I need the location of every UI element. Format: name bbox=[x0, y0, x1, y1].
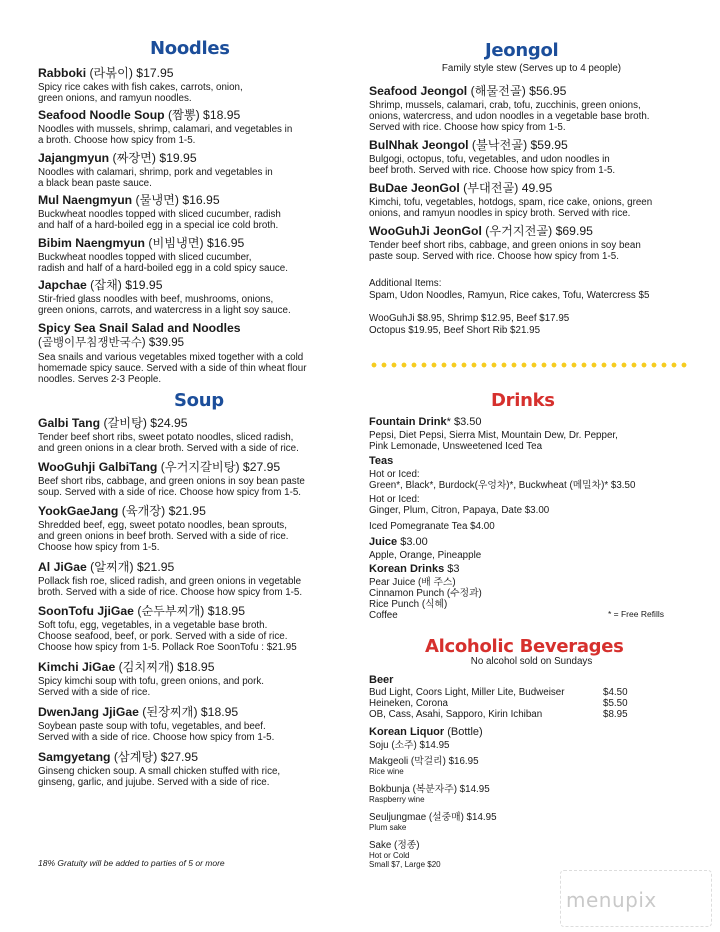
item-price: (김치찌개) $18.95 bbox=[115, 660, 215, 674]
item-desc: paste soup. Served with rice. Choose how spicy from 1-5. bbox=[369, 251, 619, 262]
beer-section bbox=[369, 674, 694, 720]
liquor-name: Seuljungmae (설중매) $14.95 bbox=[369, 812, 497, 823]
item-desc: Shrimp, mussels, calamari, crab, tofu, zucchinis, green onions, bbox=[369, 100, 641, 111]
jeongol-heading: Jeongol bbox=[485, 40, 559, 61]
drink-juice bbox=[369, 536, 694, 561]
soju: Soju (소주) $14.95 bbox=[369, 740, 450, 751]
menupix-watermark: menupix bbox=[566, 888, 657, 912]
item-desc: Soft tofu, egg, vegetables, in a vegetable base broth. bbox=[38, 620, 268, 631]
item-price: (알찌개) $21.95 bbox=[86, 560, 175, 574]
beer-names: Heineken, Corona bbox=[369, 698, 448, 709]
beer-price: $5.50 bbox=[603, 698, 628, 709]
item-name: Juice bbox=[369, 536, 398, 548]
additional-label: Additional Items: bbox=[369, 278, 442, 289]
menu-item bbox=[38, 416, 348, 454]
additional-list: Spam, Udon Noodles, Ramyun, Rice cakes, Tofu, Watercress $5 bbox=[369, 290, 650, 301]
menu-item bbox=[369, 181, 694, 219]
item-desc: Shredded beef, egg, sweet potato noodles, bean sprouts, bbox=[38, 520, 287, 531]
item-price: (해물전골) $56.95 bbox=[467, 84, 567, 98]
liquor-sub: Plum sake bbox=[369, 823, 407, 832]
beer-price: $4.50 bbox=[603, 687, 628, 698]
item-price: (순두부찌개) $18.95 bbox=[133, 604, 245, 618]
gratuity-note: 18% Gratuity will be added to parties of 5 or more bbox=[38, 858, 225, 868]
liquor-item bbox=[369, 840, 694, 869]
item-desc: Stir-fried glass noodles with beef, mushrooms, onions, bbox=[38, 294, 274, 305]
item-desc: Pollack fish roe, sliced radish, and green onions in vegetable bbox=[38, 576, 302, 587]
item-desc: Hot or Iced: bbox=[369, 494, 420, 505]
item-desc: green onions, carrots, and watercress in a light soy sauce. bbox=[38, 305, 291, 316]
menu-item bbox=[38, 151, 348, 189]
liquor-name: Sake (정종) bbox=[369, 840, 420, 851]
item-name: Seafood Jeongol bbox=[369, 84, 468, 98]
item-desc: Coffee bbox=[369, 610, 398, 621]
menu-item bbox=[369, 84, 694, 133]
menu-item bbox=[38, 660, 348, 698]
item-desc: a black bean paste sauce. bbox=[38, 178, 152, 189]
liquor-sub: Rice wine bbox=[369, 767, 404, 776]
item-desc: and half of a hard-boiled egg in a special ice cold broth. bbox=[38, 220, 279, 231]
menu-item bbox=[369, 224, 694, 262]
item-desc: and green onions in a clear broth. Served with a side of rice. bbox=[38, 443, 299, 454]
item-desc: Buckwheat noodles topped with sliced cucumber, radish bbox=[38, 209, 281, 220]
item-price: (골뱅이무침쟁반국수) $39.95 bbox=[38, 337, 185, 349]
beer-names: Bud Light, Coors Light, Miller Lite, Budweiser bbox=[369, 687, 565, 698]
item-name: Samgyetang bbox=[38, 750, 111, 764]
item-price: (삼계탕) $27.95 bbox=[110, 750, 198, 764]
item-desc: Pear Juice (배 주스) bbox=[369, 577, 456, 588]
item-desc: Served with a side of rice. bbox=[38, 687, 151, 698]
item-name: DwenJang JjiGae bbox=[38, 705, 139, 719]
item-price: (물냉면) $16.95 bbox=[132, 193, 220, 207]
menu-item bbox=[369, 138, 694, 176]
item-desc: radish and half of a hard-boiled egg in a cold spicy sauce. bbox=[38, 263, 288, 274]
beer-price: $8.95 bbox=[603, 709, 628, 720]
alcohol-subtitle: No alcohol sold on Sundays bbox=[470, 656, 593, 667]
item-desc: Tender beef short ribs, sweet potato noodles, sliced radish, bbox=[38, 432, 294, 443]
item-desc: Sea snails and various vegetables mixed together with a cold bbox=[38, 352, 304, 363]
menu-item bbox=[38, 66, 348, 104]
item-desc: Spicy kimchi soup with tofu, green onions, and pork. bbox=[38, 676, 264, 687]
item-name: Teas bbox=[369, 455, 394, 467]
item-desc: homemade spicy sauce. Served with a side of thin wheat flour bbox=[38, 363, 307, 374]
item-desc: Bulgogi, octopus, tofu, vegetables, and udon noodles in bbox=[369, 154, 610, 165]
liquor-item bbox=[369, 812, 694, 832]
item-name: WooGuhji GalbiTang bbox=[38, 460, 158, 474]
item-price: $3 bbox=[444, 563, 460, 575]
item-name: Korean Liquor bbox=[369, 726, 445, 738]
item-price: (된장찌개) $18.95 bbox=[138, 705, 239, 719]
menu-item bbox=[38, 278, 348, 316]
item-desc: Pepsi, Diet Pepsi, Sierra Mist, Mountain Dew, Dr. Pepper, bbox=[369, 430, 618, 441]
menu-item bbox=[38, 321, 348, 385]
item-name: Mul Naengmyun bbox=[38, 193, 133, 207]
item-price: $3.00 bbox=[397, 536, 428, 548]
menu-item bbox=[38, 604, 348, 653]
menu-item bbox=[38, 108, 348, 146]
additional-items bbox=[369, 278, 649, 302]
liquor-sub: Hot or Cold bbox=[369, 851, 410, 860]
item-price: * $3.50 bbox=[446, 416, 482, 428]
item-desc: soup. Served with a side of rice. Choose how spicy from 1-5. bbox=[38, 487, 302, 498]
liquor-item bbox=[369, 756, 694, 776]
iced-pomegranate: Iced Pomegranate Tea $4.00 bbox=[369, 521, 495, 532]
soup-heading: Soup bbox=[174, 390, 224, 411]
item-desc: ginseng, garlic, and jujube. Served with a side of rice. bbox=[38, 777, 270, 788]
item-price: (불낙전골) $59.95 bbox=[468, 138, 568, 152]
item-name: Bibim Naengmyun bbox=[38, 236, 145, 250]
item-name: Jajangmyun bbox=[38, 151, 110, 165]
item-name: Spicy Sea Snail Salad and Noodles bbox=[38, 321, 241, 335]
item-name: WooGuhJi JeonGol bbox=[369, 224, 482, 238]
menu-item bbox=[38, 460, 348, 498]
beer-row bbox=[369, 698, 694, 709]
drinks-heading: Drinks bbox=[491, 390, 555, 411]
item-desc: Hot or Iced: bbox=[369, 469, 420, 480]
item-name: Korean Drinks bbox=[369, 563, 445, 575]
item-desc: Apple, Orange, Pineapple bbox=[369, 550, 482, 561]
menu-item bbox=[38, 705, 348, 743]
item-name: Japchae bbox=[38, 278, 87, 292]
item-name: YookGaeJang bbox=[38, 504, 119, 518]
item-desc: a broth. Choose how spicy from 1-5. bbox=[38, 135, 196, 146]
item-desc: onions, watercress, and udon noodles in a vegetable base broth. bbox=[369, 111, 650, 122]
beer-title: Beer bbox=[369, 674, 394, 686]
alcohol-heading: Alcoholic Beverages bbox=[425, 636, 624, 657]
item-desc: broth. Served with a side of rice. Choose how spicy from 1-5. bbox=[38, 587, 303, 598]
menu-item bbox=[38, 750, 348, 788]
menu-item bbox=[38, 236, 348, 274]
item-desc: Noodles with mussels, shrimp, calamari, and vegetables in bbox=[38, 124, 293, 135]
item-desc: Kimchi, tofu, vegetables, hotdogs, spam, rice cake, onions, green bbox=[369, 197, 653, 208]
liquor-name: Makgeoli (막걸리) $16.95 bbox=[369, 756, 479, 767]
item-price: (비빔냉면) $16.95 bbox=[145, 236, 245, 250]
item-desc: Choose seafood, beef, or pork. Served with a side of rice. bbox=[38, 631, 288, 642]
item-desc: onions, and ramyun noodles in spicy broth. Served with rice. bbox=[369, 208, 631, 219]
noodles-heading: Noodles bbox=[150, 38, 230, 59]
item-desc: Rice Punch (식혜) bbox=[369, 599, 448, 610]
item-desc: Choose how spicy from 1-5. Pollack Roe SoonTofu : $21.95 bbox=[38, 642, 297, 653]
item-price: (우거지갈비탕) $27.95 bbox=[157, 460, 281, 474]
item-desc: green onions, and ramyun noodles. bbox=[38, 93, 192, 104]
free-refills-note: * = Free Refills bbox=[608, 609, 664, 619]
item-price: (Bottle) bbox=[444, 726, 483, 738]
item-price: (짜장면) $19.95 bbox=[109, 151, 197, 165]
liquor-name: Bokbunja (복분자주) $14.95 bbox=[369, 784, 490, 795]
item-name: Kimchi JiGae bbox=[38, 660, 116, 674]
item-desc: Soybean paste soup with tofu, vegetables, and beef. bbox=[38, 721, 266, 732]
extras-line: Octopus $19.95, Beef Short Rib $21.95 bbox=[369, 325, 541, 336]
beer-names: OB, Cass, Asahi, Sapporo, Kirin Ichiban bbox=[369, 709, 543, 720]
menu-item bbox=[38, 560, 348, 598]
item-name: BulNhak Jeongol bbox=[369, 138, 469, 152]
beer-row bbox=[369, 687, 694, 698]
dotted-divider bbox=[369, 362, 689, 368]
item-desc: Beef short ribs, cabbage, and green onions in soy bean paste bbox=[38, 476, 305, 487]
extras-line: WooGuhJi $8.95, Shrimp $12.95, Beef $17.95 bbox=[369, 313, 570, 324]
item-price: (라볶이) $17.95 bbox=[86, 66, 174, 80]
drink-teas bbox=[369, 455, 694, 491]
item-name: SoonTofu JjiGae bbox=[38, 604, 134, 618]
item-desc: Tender beef short ribs, cabbage, and green onions in soy bean bbox=[369, 240, 641, 251]
liquor-item bbox=[369, 784, 694, 804]
item-price: (잡채) $19.95 bbox=[86, 278, 163, 292]
menu-item bbox=[38, 193, 348, 231]
item-desc: noodles. Serves 2-3 People. bbox=[38, 374, 162, 385]
item-desc: Cinnamon Punch (수정과) bbox=[369, 588, 482, 599]
item-desc: Green*, Black*, Burdock(우엉차)*, Buckwheat (메밀차)* $3.50 bbox=[369, 480, 636, 491]
item-name: BuDae JeonGol bbox=[369, 181, 460, 195]
item-name: Seafood Noodle Soup bbox=[38, 108, 165, 122]
beer-row bbox=[369, 709, 694, 720]
item-desc: Choose how spicy from 1-5. bbox=[38, 542, 160, 553]
korean-liquor bbox=[369, 726, 694, 751]
liquor-sub: Raspberry wine bbox=[369, 795, 425, 804]
item-name: Galbi Tang bbox=[38, 416, 101, 430]
liquor-sub: Small $7, Large $20 bbox=[369, 860, 441, 869]
item-desc: Ginger, Plum, Citron, Papaya, Date $3.00 bbox=[369, 505, 550, 516]
item-price: (부대전골) 49.95 bbox=[459, 181, 553, 195]
menu-item bbox=[38, 504, 348, 553]
item-desc: Noodles with calamari, shrimp, pork and vegetables in bbox=[38, 167, 273, 178]
item-desc: Served with a side of rice. Choose how spicy from 1-5. bbox=[38, 732, 275, 743]
item-desc: Served with rice. Choose how spicy from 1-5. bbox=[369, 122, 566, 133]
item-price: (우거지전골) $69.95 bbox=[481, 224, 593, 238]
item-price: (갈비탕) $24.95 bbox=[100, 416, 188, 430]
item-desc: Buckwheat noodles topped with sliced cucumber, bbox=[38, 252, 252, 263]
item-desc: beef broth. Served with rice. Choose how spicy from 1-5. bbox=[369, 165, 616, 176]
drink-teas-2 bbox=[369, 493, 694, 516]
item-name: Al JiGae bbox=[38, 560, 87, 574]
item-price: (짬뽕) $18.95 bbox=[164, 108, 241, 122]
item-desc: Ginseng chicken soup. A small chicken stuffed with rice, bbox=[38, 766, 281, 777]
item-desc: Spicy rice cakes with fish cakes, carrots, onion, bbox=[38, 82, 243, 93]
jeongol-subtitle: Family style stew (Serves up to 4 people) bbox=[441, 63, 622, 74]
drink-fountain bbox=[369, 416, 694, 452]
item-price: (육개장) $21.95 bbox=[118, 504, 206, 518]
item-desc: and green onions in beef broth. Served with a side of rice. bbox=[38, 531, 289, 542]
item-name: Rabboki bbox=[38, 66, 87, 80]
extras bbox=[369, 313, 569, 337]
item-name: Fountain Drink bbox=[369, 416, 447, 428]
item-desc: Pink Lemonade, Unsweetened Iced Tea bbox=[369, 441, 543, 452]
